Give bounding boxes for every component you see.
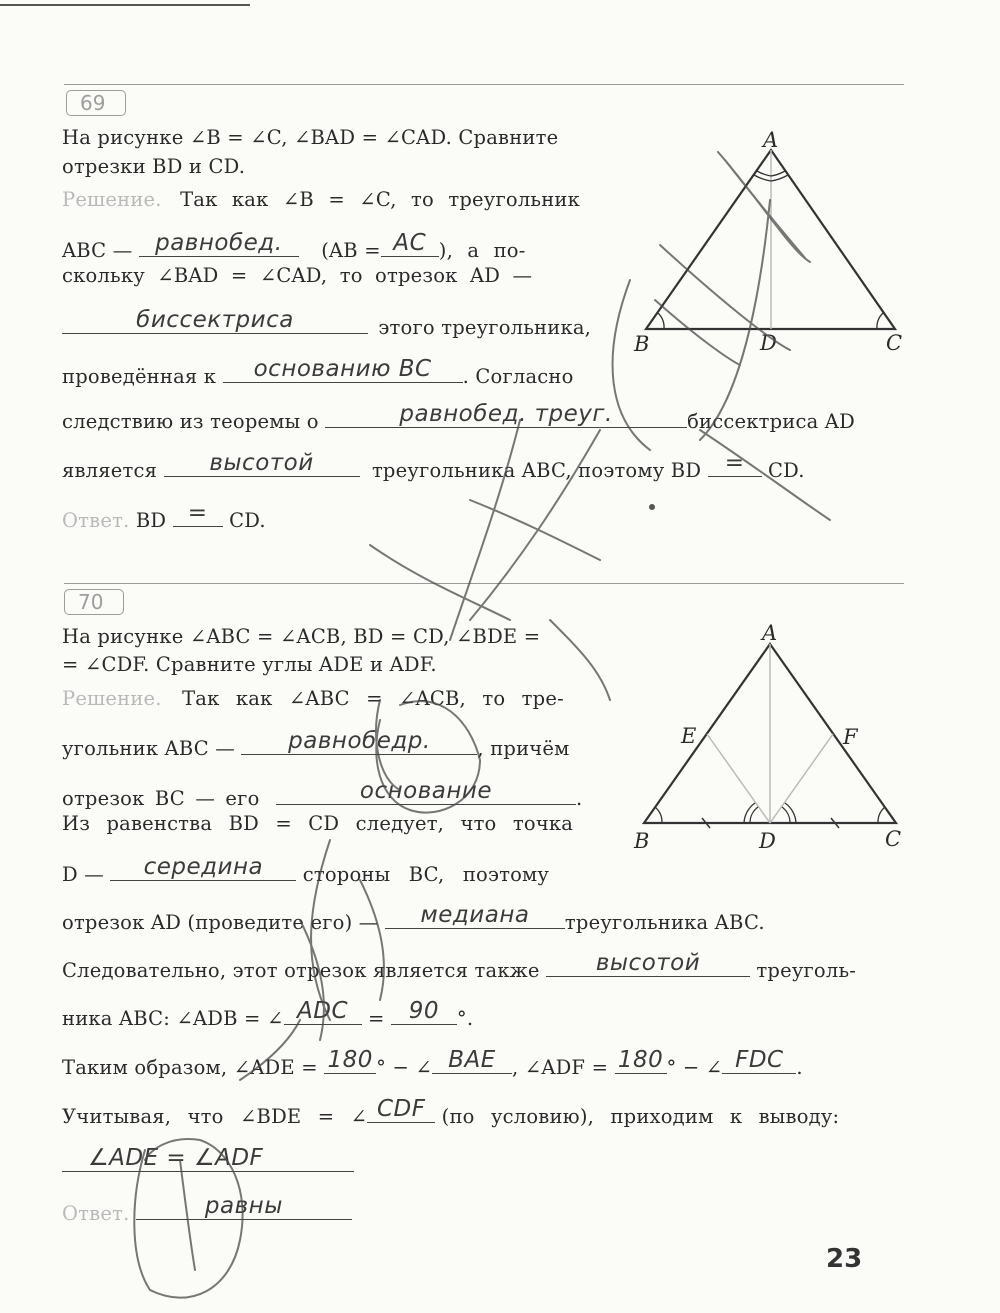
- p70-line11-e: .: [796, 1056, 803, 1079]
- handwriting: биссектриса: [136, 307, 294, 333]
- p70-answer: [62, 1193, 352, 1226]
- p70-blank-angle[interactable]: [284, 998, 362, 1025]
- handwriting: основание: [359, 778, 492, 804]
- p70-line12: [62, 1096, 840, 1129]
- p69-line6: [62, 307, 592, 340]
- p70-line10-a: ника ABC: ∠ADB = ∠: [62, 1007, 284, 1030]
- top-rule: [0, 4, 250, 6]
- p69-blank-side[interactable]: [381, 230, 439, 257]
- p69-line7: [62, 356, 574, 389]
- p70-blank-triangle-type[interactable]: [241, 728, 477, 755]
- p69-answer-a: BD: [135, 509, 167, 532]
- answer-label: Ответ.: [62, 1202, 130, 1225]
- p69-line7-b: . Согласно: [462, 365, 574, 388]
- p70-line11: [62, 1047, 803, 1080]
- p70-line1: На рисунке ∠ABC = ∠ACB, BD = CD, ∠BDE =: [62, 625, 541, 648]
- solution-label: Решение.: [62, 687, 162, 710]
- p70-line4-b: , причём: [477, 737, 570, 760]
- p70-blank-angle3[interactable]: [367, 1096, 435, 1123]
- p70-line11-d: ° − ∠: [666, 1056, 723, 1079]
- p70-blank-degrees[interactable]: [391, 998, 457, 1025]
- p70-line9: [62, 950, 857, 983]
- p69-line9-a: является: [62, 459, 158, 482]
- p70-line11-c: , ∠ADF =: [511, 1056, 609, 1079]
- p69-line4-a: ABC —: [62, 239, 133, 262]
- handwriting: середина: [143, 854, 264, 880]
- p69-line3-text: Так как ∠B = ∠C, то треугольник: [180, 188, 581, 211]
- handwriting: 180: [327, 1047, 373, 1073]
- p70-blank-also[interactable]: [546, 950, 750, 977]
- p69-blank-triangle-type[interactable]: [139, 230, 299, 257]
- handwriting: AC: [393, 230, 427, 256]
- page-number: 23: [826, 1244, 863, 1274]
- p70-line4-a: угольник ABC —: [62, 737, 236, 760]
- fig70-label-C: C: [885, 827, 902, 851]
- handwriting: CDF: [376, 1096, 426, 1122]
- fig69-label-D: D: [760, 331, 777, 355]
- p69-line8-a: следствию из теоремы о: [62, 410, 319, 433]
- figure-69-triangle: [620, 125, 920, 365]
- p69-blank-drawn-to[interactable]: [223, 356, 463, 383]
- handwriting: 90: [408, 998, 440, 1024]
- p70-line7-b: стороны BC, поэтому: [302, 863, 550, 886]
- p70-line5: [62, 778, 583, 811]
- figure-70-triangle: [620, 620, 920, 860]
- p70-line5-a: отрезок BC — его: [62, 787, 260, 810]
- p70-line9-a: Следовательно, этот отрезок является также: [62, 959, 540, 982]
- problem-number-70: 70: [64, 589, 124, 615]
- p70-line10-b: =: [367, 1007, 385, 1030]
- p69-blank-segment-name[interactable]: [62, 307, 368, 334]
- p70-blank-answer[interactable]: [136, 1193, 352, 1220]
- handwriting: =: [187, 500, 208, 526]
- p70-line4: [62, 728, 570, 761]
- p69-statement-line1: На рисунке ∠B = ∠C, ∠BAD = ∠CAD. Сравните: [62, 126, 559, 149]
- p70-line5-b: .: [575, 787, 583, 810]
- solution-label: Решение.: [62, 188, 162, 211]
- p69-answer: [62, 500, 266, 533]
- handwriting: ∠ADE = ∠ADF: [88, 1145, 264, 1171]
- section-rule-70: [64, 583, 904, 584]
- p70-line6: Из равенства BD = CD следует, что точка: [62, 812, 574, 835]
- p69-line9-c: CD.: [768, 459, 805, 482]
- p69-line5: скольку ∠BAD = ∠CAD, то отрезок AD —: [62, 264, 533, 287]
- p69-line4-c: ), а по-: [438, 239, 526, 262]
- p69-line7-a: проведённая к: [62, 365, 217, 388]
- fig70-label-D: D: [759, 829, 776, 853]
- p70-line3-text: Так как ∠ABC = ∠ACB, то тре-: [182, 687, 564, 710]
- p70-line9-b: треуголь-: [756, 959, 857, 982]
- p70-line2: = ∠CDF. Сравните углы ADE и ADF.: [62, 653, 437, 676]
- handwriting: равны: [204, 1193, 283, 1219]
- fig69-label-C: C: [886, 331, 903, 355]
- p69-line3: [62, 188, 580, 212]
- handwriting: BAE: [448, 1047, 496, 1073]
- p69-line6-b: этого треугольника,: [378, 316, 592, 339]
- p69-line9-b: треугольника ABC, поэтому BD: [371, 459, 702, 482]
- p70-line10-c: °.: [456, 1007, 474, 1030]
- handwriting: =: [724, 450, 745, 476]
- handwriting: FDC: [735, 1047, 784, 1073]
- p69-blank-compare[interactable]: [708, 450, 762, 477]
- p70-line7: [62, 854, 550, 887]
- p70-blank-deg1[interactable]: [324, 1047, 376, 1074]
- p69-line4: [62, 230, 526, 263]
- handwriting: высотой: [595, 950, 701, 976]
- p69-statement-line2: отрезки BD и CD.: [62, 155, 246, 178]
- handwriting: высотой: [209, 450, 314, 476]
- p70-line3: [62, 687, 564, 711]
- p70-blank-base[interactable]: [276, 778, 576, 805]
- fig70-label-A: A: [762, 621, 778, 645]
- fig70-label-B: B: [634, 829, 650, 853]
- section-rule-69: [64, 84, 904, 85]
- p70-blank-angle1[interactable]: [432, 1047, 512, 1074]
- fig69-label-B: B: [634, 332, 650, 356]
- p70-line12-a: Учитывая, что ∠BDE = ∠: [62, 1105, 368, 1128]
- handwriting: равнобед. треуг.: [399, 401, 613, 427]
- p70-line13: [62, 1145, 354, 1178]
- p69-line8: [62, 401, 855, 434]
- p70-line8-b: треугольника ABC.: [564, 911, 765, 934]
- handwriting: 180: [617, 1047, 664, 1073]
- p70-line11-b: ° − ∠: [376, 1056, 432, 1079]
- p70-line8: [62, 902, 765, 935]
- handwriting: равнобед.: [155, 230, 283, 256]
- answer-label: Ответ.: [62, 509, 130, 532]
- handwriting: равнобедр.: [288, 728, 431, 754]
- fig70-label-F: F: [843, 725, 858, 749]
- p70-blank-conclusion[interactable]: [62, 1145, 354, 1172]
- p69-blank-is[interactable]: [164, 450, 360, 477]
- p69-line4-b: (AB =: [321, 239, 381, 262]
- p69-line8-b: биссектриса AD: [687, 410, 855, 433]
- problem-number-69: 69: [66, 90, 126, 116]
- p70-blank-angle2[interactable]: [722, 1047, 796, 1074]
- handwriting: основанию BC: [253, 356, 432, 382]
- handwriting: ADC: [297, 998, 349, 1024]
- p69-answer-b: CD.: [229, 509, 266, 532]
- p70-blank-deg2[interactable]: [615, 1047, 667, 1074]
- p69-blank-theorem[interactable]: [325, 401, 687, 428]
- p69-blank-answer[interactable]: [173, 500, 223, 527]
- handwriting: медиана: [420, 902, 530, 928]
- p69-line9: [62, 450, 805, 483]
- p70-line10: [62, 998, 474, 1031]
- p70-line8-a: отрезок AD (проведите его) —: [62, 911, 379, 934]
- p70-blank-segment[interactable]: [385, 902, 565, 929]
- p70-line11-a: Таким образом, ∠ADE =: [62, 1056, 318, 1079]
- fig69-label-A: A: [763, 128, 779, 152]
- p70-blank-point[interactable]: [110, 854, 296, 881]
- p70-line12-b: (по условию), приходим к выводу:: [441, 1105, 840, 1128]
- fig70-label-E: E: [681, 724, 697, 748]
- p70-line7-a: D —: [62, 863, 104, 886]
